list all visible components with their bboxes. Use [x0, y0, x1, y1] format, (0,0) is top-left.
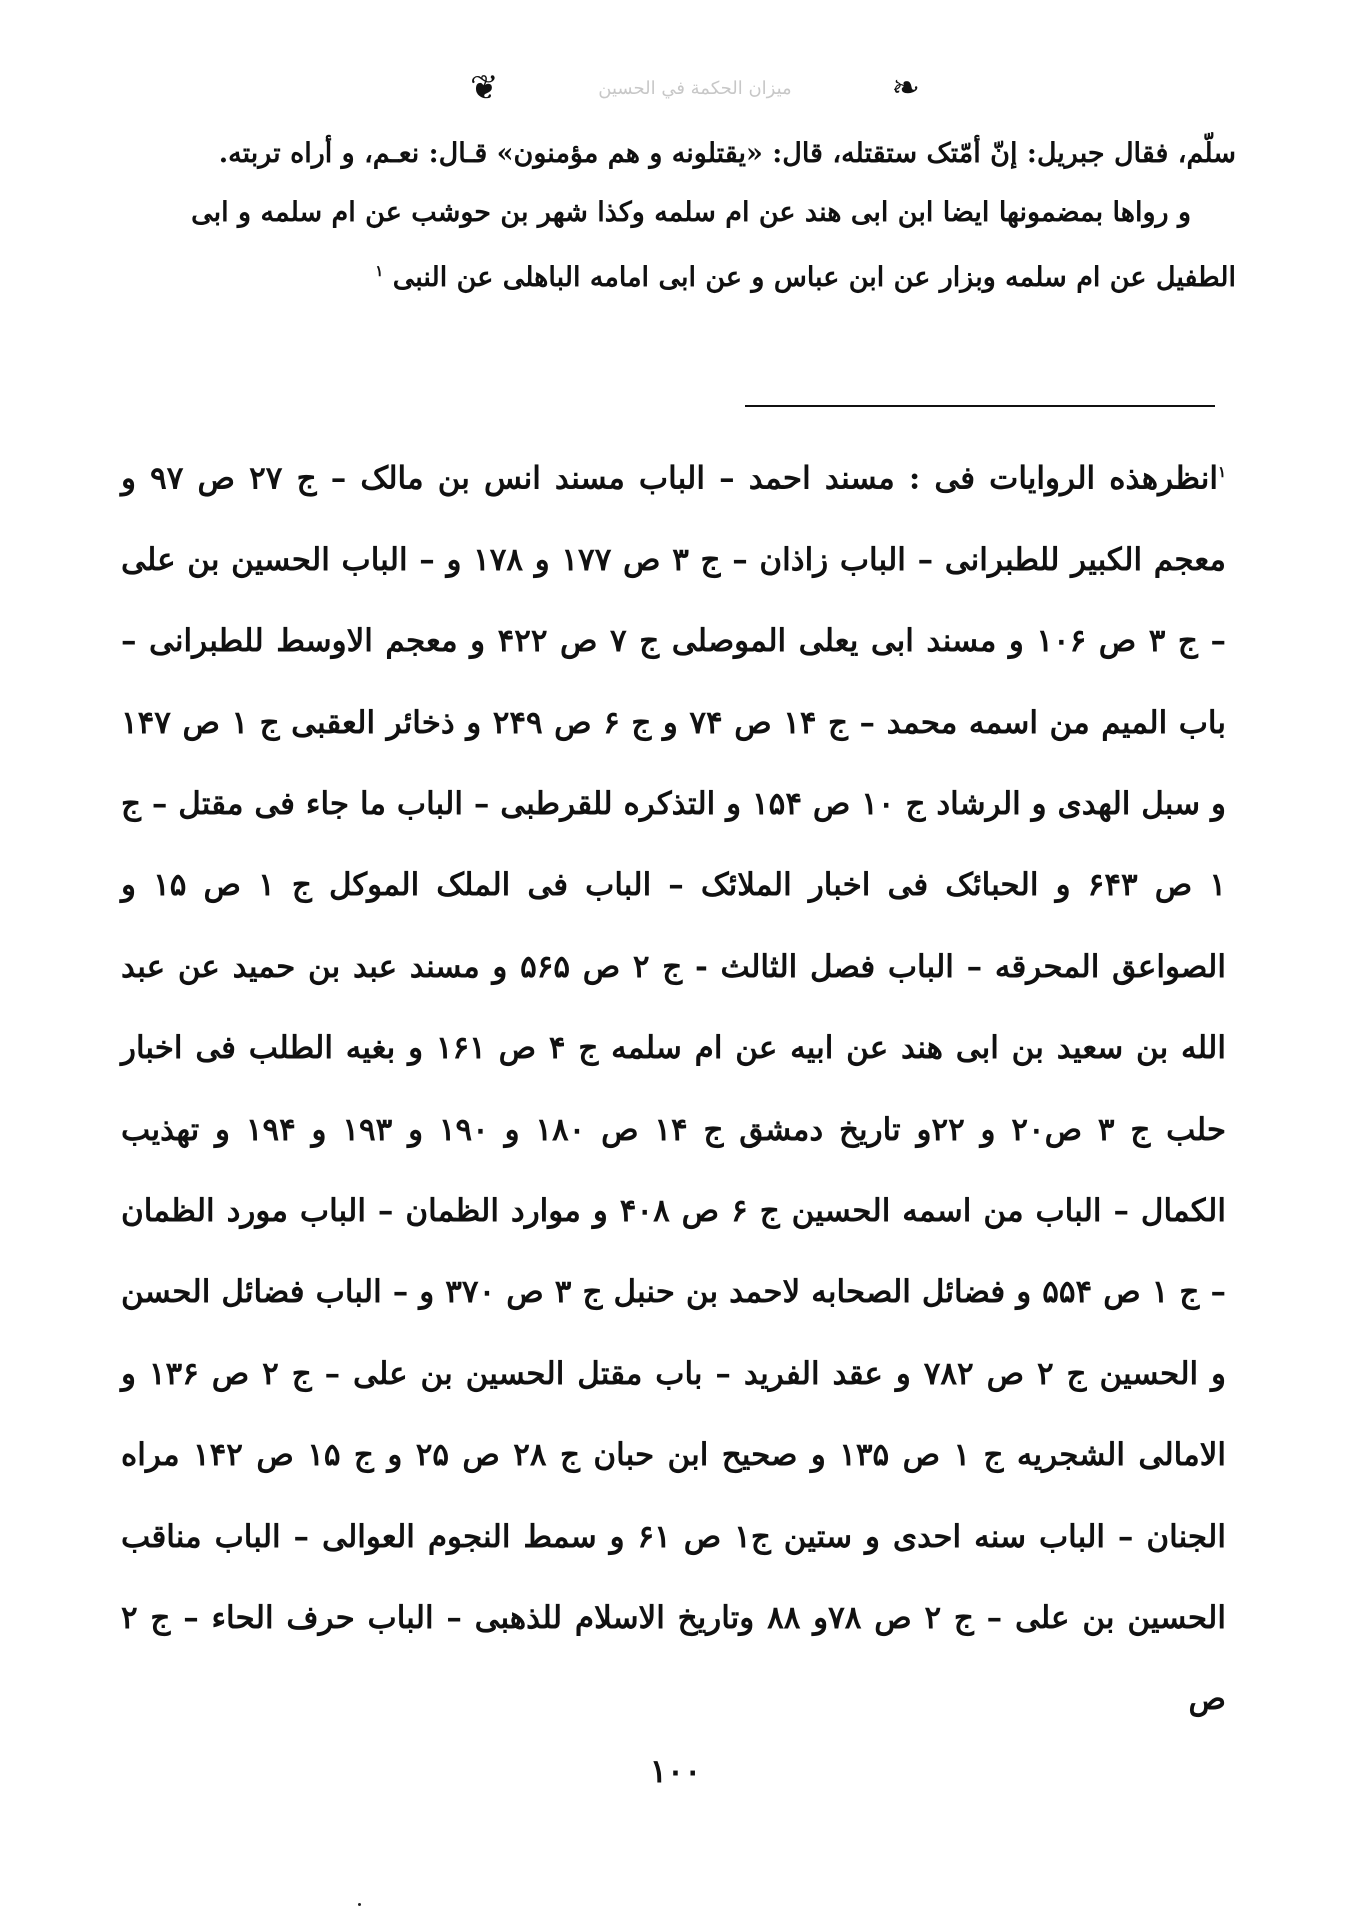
footnote-text: انظرهذه الروايات فى : مسند احمد – الباب مسند انس بن مالک – ج ٢٧ ص ٩٧ و معجم الكبير للطبرانى – الباب زاذان – ج ٣ ص ١٧٧ و ١٧٨ و – الباب الحسين بن على – ج ٣ ص ١٠۶ و مسند ابى يعلى الموصلى ج ٧ ص ۴٢٢ و معجم الاوسط للطبرانى – باب الميم من اسمه محمد – ج ١۴ ص ٧۴ و ج ۶ ص ٢۴٩ و ذخائر العقبى ج ١ ص ١۴٧ و سبل الهدى و الرشاد ج ١٠ ص ١۵۴ و التذكره للقرطبى – الباب ما جاء فى مقتل – ج ١ ص ۶۴٣ و الحبائک فى اخبار الملائک – الباب فى الملک الموكل ج ١ ص ١۵ و الصواعق المحرقه – الباب فصل الثالث - ج ٢ ص ۵۶۵ و مسند عبد بن حميد عن عبد الله بن سعيد بن ابى هند عن ابيه عن ام سلمه ج ۴ ص ١۶١ و بغيه الطلب فى اخبار حلب ج ٣ ص٢٠ و ٢٢و تاريخ دمشق ج ١۴ ص ١٨٠ و ١٩٠ و ١٩٣ و ١٩۴ و تهذيب الكمال – الباب من اسمه الحسين ج ۶ ص ۴٠٨ و موارد الظمان – الباب مورد الظمان – ج ١ ص ۵۵۴ و فضائل الصحابه لاحمد بن حنبل ج ٣ ص ٣٧٠ و – الباب فضائل الحسن و الحسين ج ٢ ص ٧٨٢ و عقد الفريد – باب مقتل الحسين بن على – ج ٢ ص ١٣۶ و الامالى الشجريه ج ١ ص ١٣۵ و صحيح ابن حبان ج ٢٨ ص ٢۵ و ج ١۵ ص ١۴٢ مراه الجنان – الباب سنه احدى و ستين ج١ ص ۶١ و سمط النجوم العوالى – الباب مناقب الحسين بن على – ج ٢ ص ٧٨و ٨٨ وتاريخ الاسلام للذهبى – الباب حرف الحاء – ج ٢ ص: [121, 460, 1227, 1718]
header-ornament-left-icon: ❦: [470, 68, 499, 108]
body-paragraph: سلّم، فقال جبريل: إنّ أمّتک ستقتله، قال: «يقتلونه و هم مؤمنون» قـال: نعـم، و أراه تربته.: [218, 138, 1236, 169]
page-number: ١٠٠: [649, 1752, 702, 1790]
header-ornament-right-icon: ❧: [891, 68, 920, 108]
footnote-reference[interactable]: ١: [375, 262, 384, 280]
footnote-paragraph: [121, 432, 1226, 1741]
body-paragraph: [116, 183, 1236, 307]
scan-speck: [358, 1903, 361, 1906]
running-header: [470, 68, 920, 108]
body-paragraph-text: و رواها بمضمونها ايضا ابن ابى هند عن ام سلمه وكذا شهر بن حوشب عن ام سلمه و ابى الطفيل عن ام سلمه وبزار عن ابن عباس و عن ابى امامه الباهلى عن النبى: [191, 197, 1236, 293]
footnote-marker: ١: [1217, 463, 1226, 481]
header-title: ميزان الحكمة في الحسين: [598, 77, 792, 99]
main-body-text: [116, 124, 1236, 307]
footnote: [121, 432, 1226, 1741]
footnote-separator: [745, 405, 1215, 407]
